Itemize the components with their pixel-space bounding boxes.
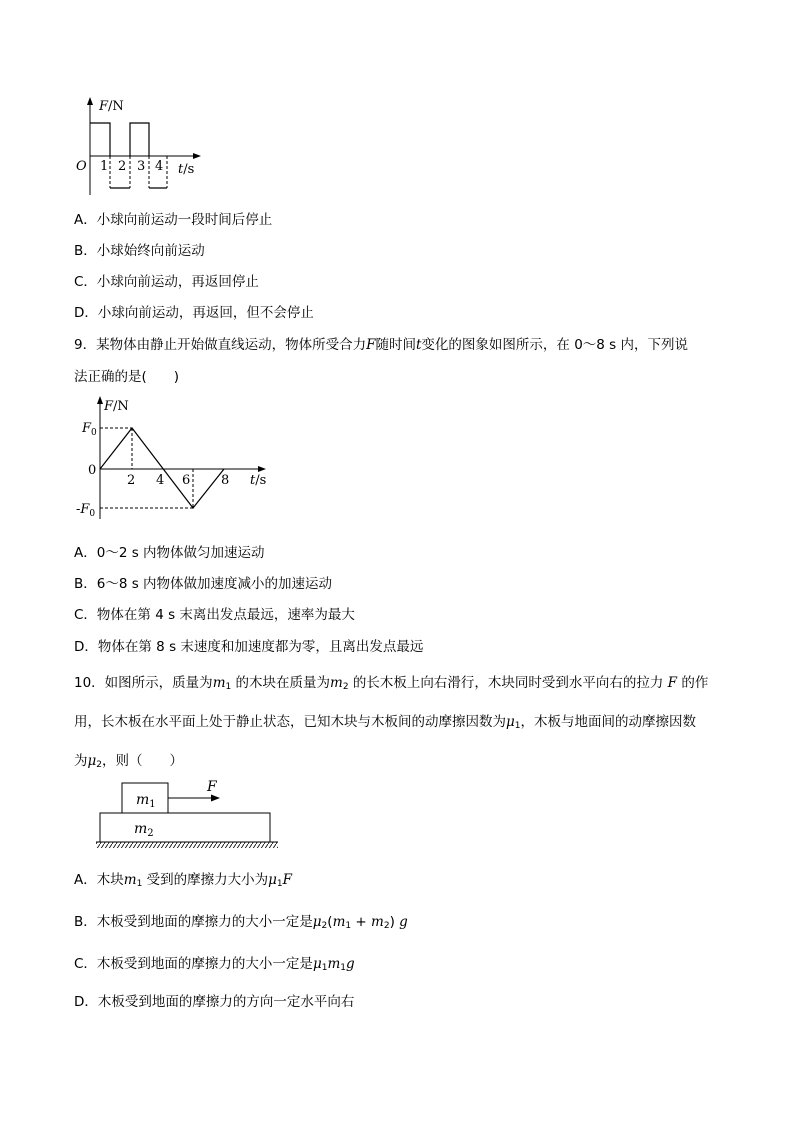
force-arrowhead bbox=[211, 795, 220, 802]
zero-label: 0 bbox=[88, 463, 97, 478]
q10-option-c: C．木板受到地面的摩擦力的大小一定是$\mu_1m_1g$ bbox=[74, 956, 355, 973]
q10-stem-line3: 为$\mu_2$，则（ ） bbox=[74, 753, 184, 770]
x-axis-arrow bbox=[258, 466, 266, 472]
board-m2 bbox=[100, 813, 270, 842]
q9-option-d: D．物体在第 8 s 末速度和加速度都为零，且离出发点最远 bbox=[74, 639, 424, 655]
q9-stem-line1: 9．某物体由静止开始做直线运动，物体所受合力F随时间t变化的图象如图所示，在 0～8 s 内，下列说 bbox=[74, 337, 688, 353]
tick-label-1: 1 bbox=[100, 159, 109, 174]
y-axis-arrow bbox=[97, 396, 103, 404]
q8-option-b: B．小球始终向前运动 bbox=[74, 243, 205, 259]
q10-stem-line2: 用，长木板在水平面上处于静止状态，已知木块与木板间的动摩擦因数为$\mu_1$，木板与地面间的动摩擦因数 bbox=[74, 714, 697, 731]
q10-option-b: B．木板受到地面的摩擦力的大小一定是$\mu_2(m_1 + m_2)$ g bbox=[74, 914, 408, 931]
q10-block-diagram bbox=[96, 778, 286, 852]
q9-option-b: B．6～8 s 内物体做加速度减小的加速运动 bbox=[74, 576, 333, 592]
m2-label: $m_2$ bbox=[134, 821, 154, 839]
q8-option-d: D．小球向前运动，再返回，但不会停止 bbox=[74, 305, 314, 321]
y-axis-label: F/N bbox=[104, 399, 129, 414]
positive-pulse-2 bbox=[130, 123, 149, 156]
x-axis-arrow bbox=[193, 153, 201, 159]
tick-label-2: 2 bbox=[127, 473, 136, 488]
q8-option-c: C．小球向前运动，再返回停止 bbox=[74, 274, 259, 290]
tick-label-8: 8 bbox=[221, 473, 230, 488]
q9-force-time-graph bbox=[70, 392, 280, 522]
x-axis-label: t/s bbox=[178, 162, 195, 177]
q8-option-a: A．小球向前运动一段时间后停止 bbox=[74, 212, 273, 228]
tick-label-3: 3 bbox=[137, 159, 146, 174]
q10-stem-line1: 10．如图所示，质量为$m_1$ 的木块在质量为$m_2$ 的长木板上向右滑行，木块同时受到水平向右的拉力 F 的作 bbox=[74, 675, 709, 692]
neg-f0-label: $-F_0$ bbox=[76, 502, 96, 519]
tick-label-4: 4 bbox=[155, 159, 164, 174]
positive-pulse-1 bbox=[90, 123, 110, 156]
m1-label: $m_1$ bbox=[136, 792, 156, 810]
force-label: F bbox=[207, 779, 217, 795]
origin-label: O bbox=[76, 159, 87, 174]
tick-label-4: 4 bbox=[156, 473, 165, 488]
q10-option-a: A．木块$m_1$ 受到的摩擦力大小为$\mu_1F$ bbox=[74, 872, 292, 889]
f0-label: $F_0$ bbox=[82, 421, 97, 438]
q10-option-d: D．木板受到地面的摩擦力的方向一定水平向右 bbox=[74, 994, 355, 1010]
force-curve bbox=[100, 428, 224, 508]
q9-option-a: A．0～2 s 内物体做匀加速运动 bbox=[74, 545, 265, 561]
tick-label-6: 6 bbox=[182, 473, 191, 488]
x-axis-label: t/s bbox=[250, 473, 267, 488]
y-axis-label: F/N bbox=[99, 99, 124, 114]
ground-hatch bbox=[96, 842, 278, 848]
y-axis-arrow bbox=[87, 97, 93, 105]
q9-stem-line2: 法正确的是( ) bbox=[74, 369, 180, 385]
q8-force-time-graph bbox=[70, 95, 210, 200]
tick-label-2: 2 bbox=[118, 159, 127, 174]
q9-option-c: C．物体在第 4 s 末离出发点最远，速率为最大 bbox=[74, 607, 355, 623]
